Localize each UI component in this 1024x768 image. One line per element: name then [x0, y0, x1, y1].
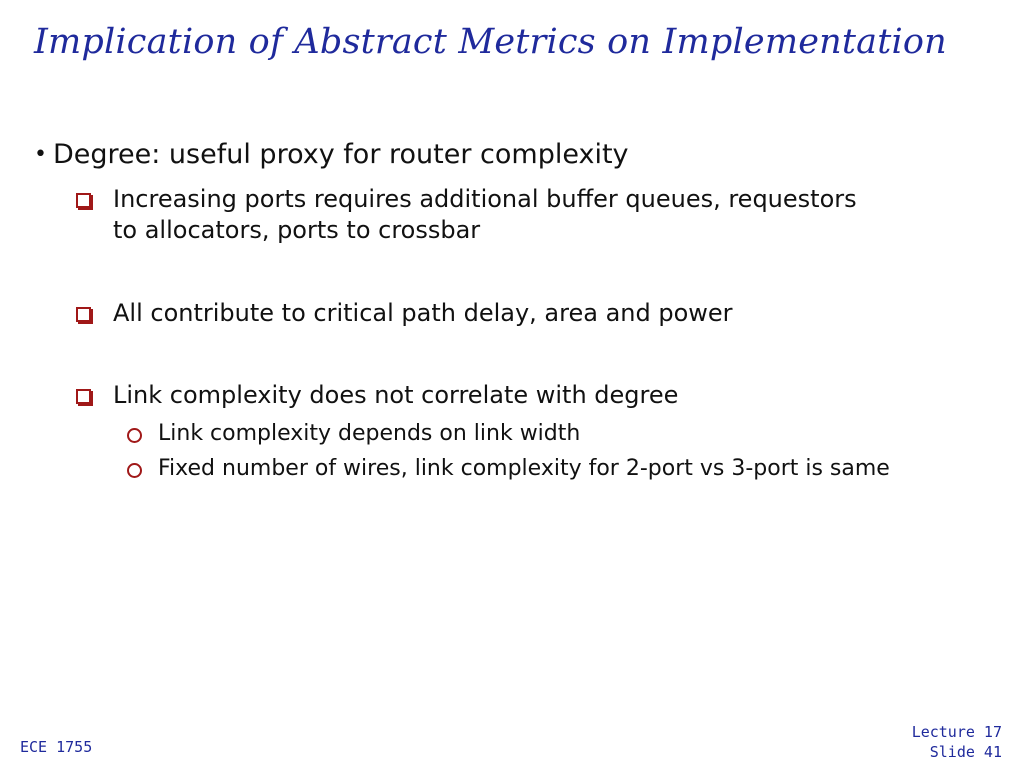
square-bullet-icon [76, 389, 91, 404]
subsubitem-link-width-text: Link complexity depends on link width [158, 421, 581, 446]
subitem-increasing-ports-line2: to allocators, ports to crossbar [113, 216, 481, 244]
subitem-critical-path-text: All contribute to critical path delay, area and power [113, 299, 733, 327]
square-bullet-icon [76, 193, 91, 208]
slide-title: Implication of Abstract Metrics on Implementation [34, 22, 947, 62]
bullet-degree-text: Degree: useful proxy for router complexity [52, 139, 629, 170]
square-bullet-icon [76, 307, 91, 322]
subsubitem-fixed-wires-text: Fixed number of wires, link complexity for 2-port vs 3-port is same [158, 456, 890, 481]
slide-label: Slide 41 [929, 743, 1002, 761]
subitem-increasing-ports-line1: Increasing ports requires additional buffer queues, requestors [113, 185, 857, 213]
course-label: ECE 1755 [20, 738, 93, 756]
bullet-degree [34, 139, 629, 170]
circle-bullet-icon [127, 428, 142, 443]
circle-bullet-icon [127, 463, 142, 478]
bullet-dot-icon: • [34, 142, 47, 167]
lecture-label: Lecture 17 [911, 723, 1002, 741]
subitem-link-complexity-text: Link complexity does not correlate with degree [113, 381, 679, 409]
slide-number-block [912, 722, 1002, 762]
